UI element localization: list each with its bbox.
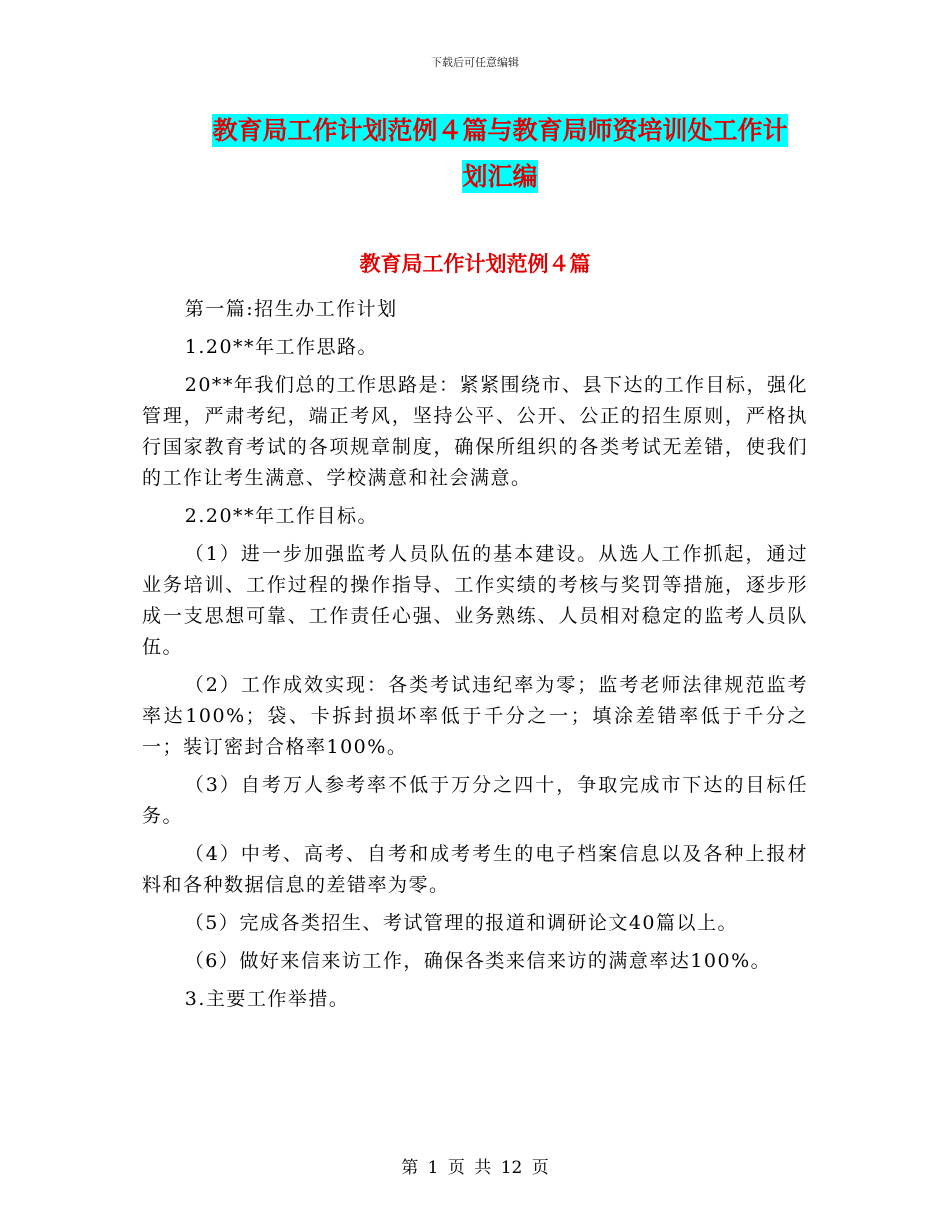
body-text [142,294,808,1022]
paragraph-item: 3.主要工作举措。 [184,988,350,1010]
title-line-1: 教育局工作计划范例４篇与教育局师资培训处工作计 [212,116,788,145]
paragraph-heading: 第一篇:招生办工作计划 [184,298,398,320]
title-line-2: 划汇编 [462,162,538,191]
paragraph-item: 1.20**年工作思路。 [184,336,379,358]
paragraph-item: 2.20**年工作目标。 [184,505,379,527]
paragraph: （6）做好来信来访工作，确保各类来信来访的满意率达100%。 [184,950,772,972]
document-title [150,108,850,200]
section-title: 教育局工作计划范例４篇 [359,251,591,276]
paragraph: （2）工作成效实现：各类考试违纪率为零；监考老师法律规范监考率达100%；袋、卡拆封损坏率低于千分之一；填涂差错率低于千分之一；装订密封合格率100%。 [142,674,808,758]
header-note: 下载后可任意编辑 [431,56,519,69]
paragraph: （5）完成各类招生、考试管理的报道和调研论文40篇以上。 [184,912,739,934]
paragraph: （3）自考万人参考率不低于万分之四十，争取完成市下达的目标任务。 [142,774,808,827]
paragraph: 20**年我们总的工作思路是：紧紧围绕市、县下达的工作目标，强化管理，严肃考纪，端正考风，坚持公平、公开、公正的招生原则，严格执行国家教育考试的各项规章制度，确保所组织的各类考试无差错，使我们的工作让考生满意、学校满意和社会满意。 [142,374,808,489]
paragraph: （1）进一步加强监考人员队伍的基本建设。从选人工作抓起，通过业务培训、工作过程的操作指导、工作实绩的考核与奖罚等措施，逐步形成一支思想可靠、工作责任心强、业务熟练、人员相对稳定的监考人员队伍。 [142,543,808,658]
page-footer: 第 1 页 共 12 页 [401,1158,549,1178]
paragraph: （4）中考、高考、自考和成考考生的电子档案信息以及各种上报材料和各种数据信息的差错率为零。 [142,843,808,896]
